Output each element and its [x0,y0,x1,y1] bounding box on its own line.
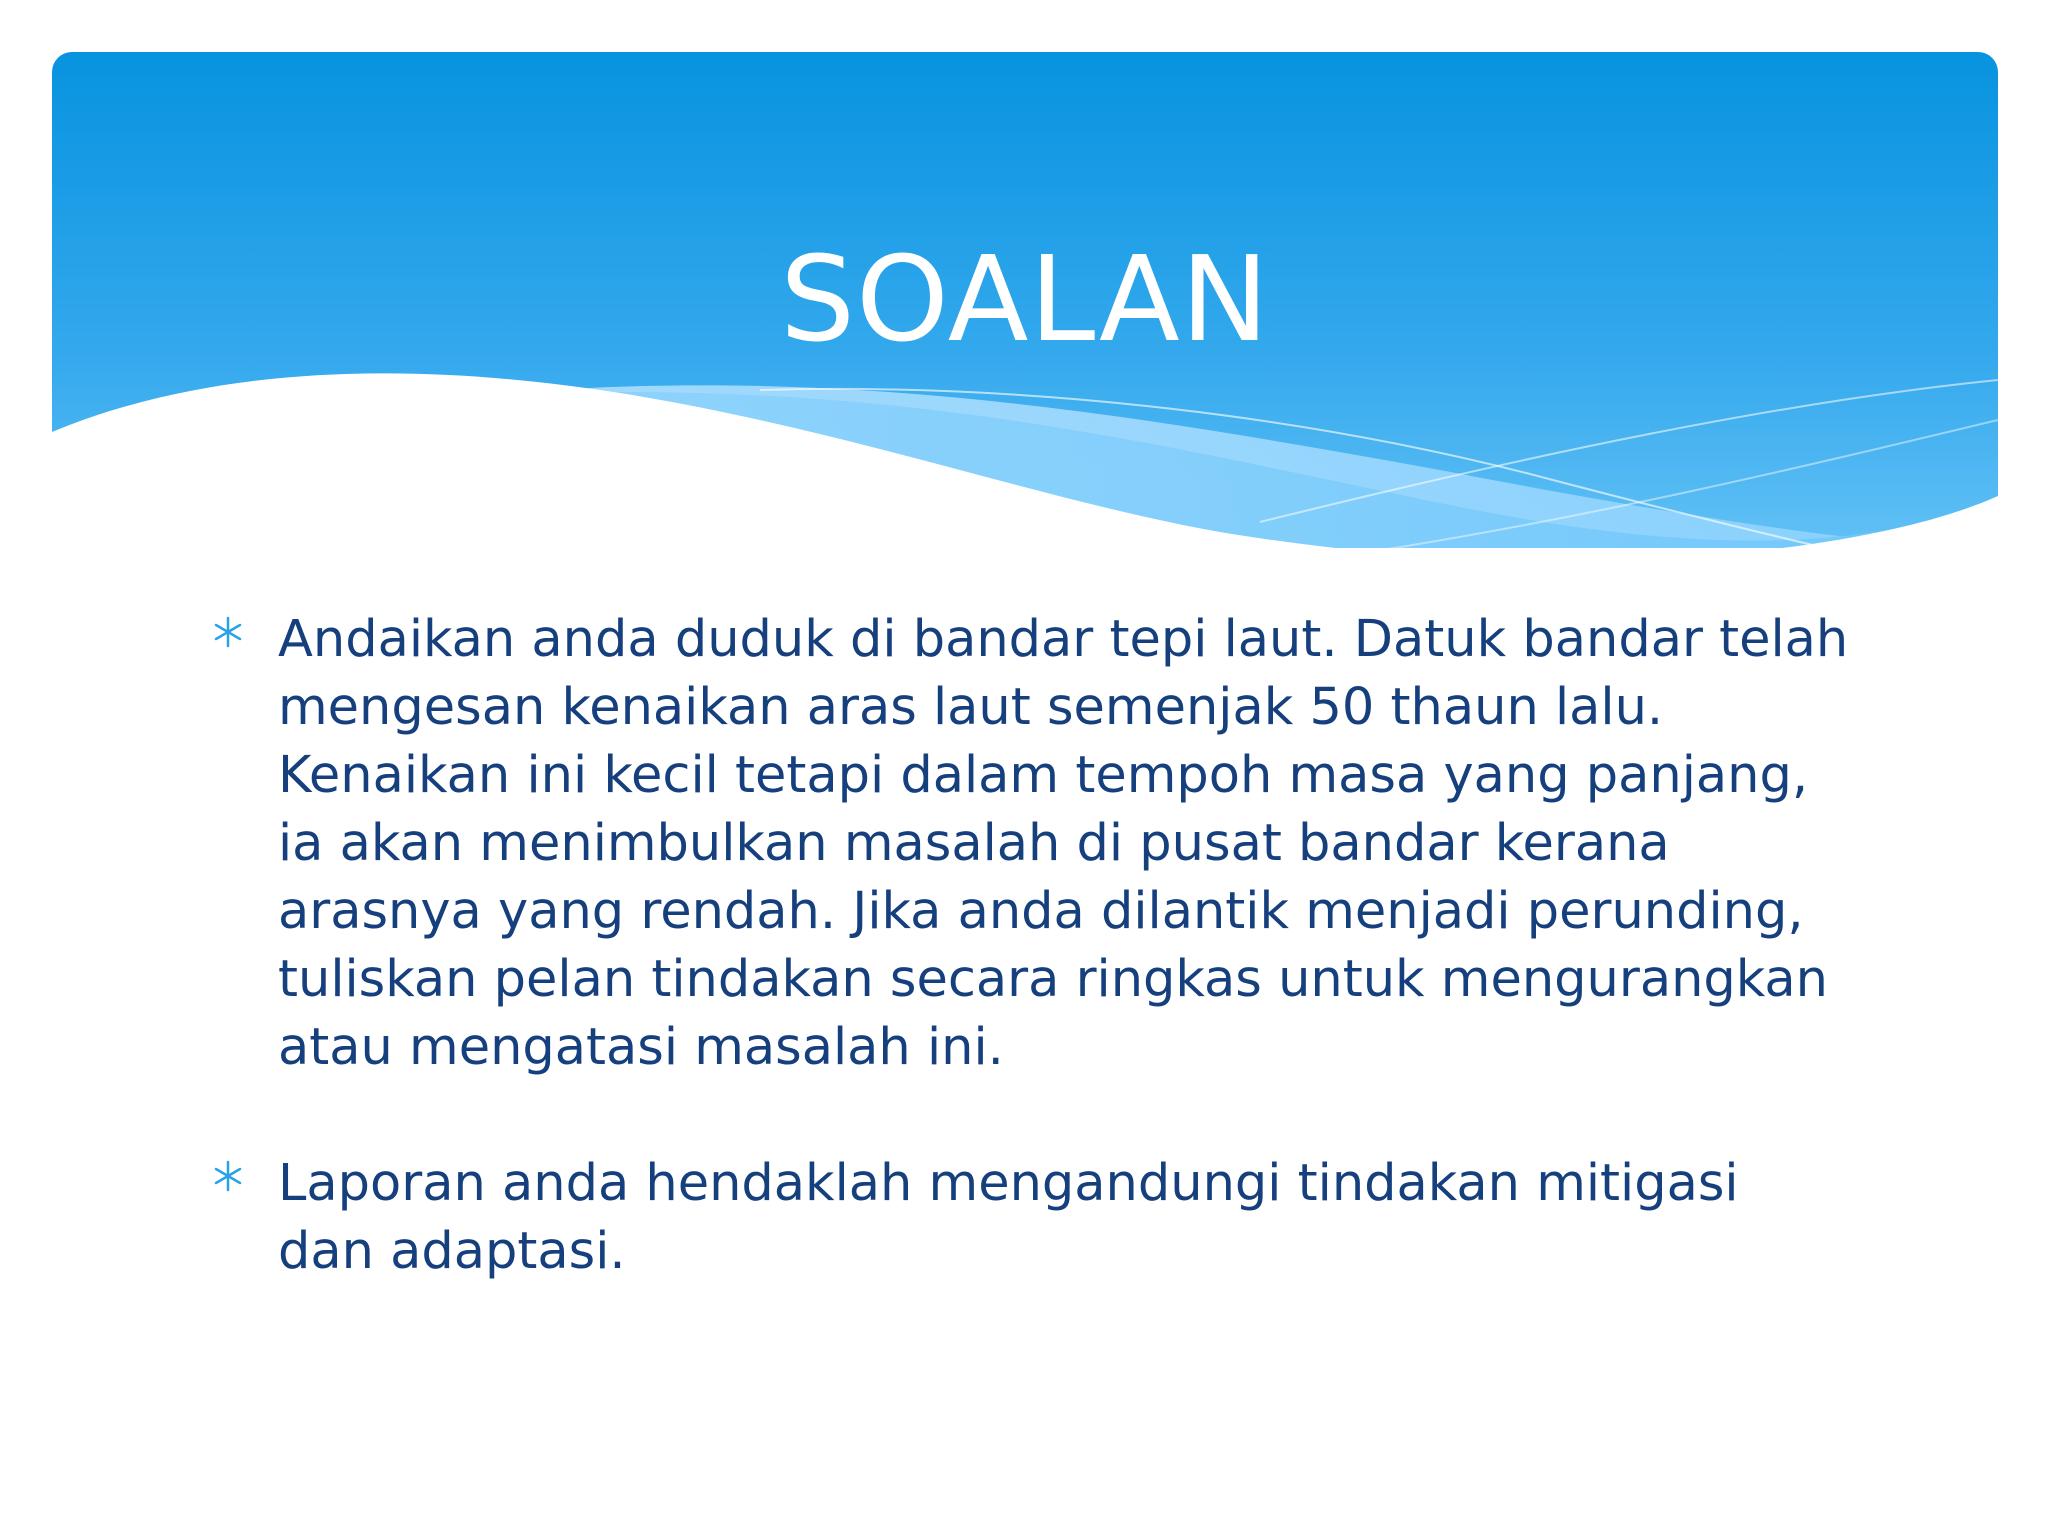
asterisk-bullet-icon [210,614,246,650]
asterisk-bullet-icon [210,1158,246,1194]
bullet-list [210,606,1850,1286]
bullet-item [210,1150,1850,1286]
bullet-item [210,606,1850,1082]
bullet-text: Andaikan anda duduk di bandar tepi laut. Datuk bandar telah mengesan kenaikan aras laut semenjak 50 thaun lalu. Kenaikan ini kecil tetapi dalam tempoh masa yang panjang, ia akan menimbulkan masalah di pusat bandar kerana arasnya yang rendah. Jika anda dilantik menjadi perunding, tuliskan pelan tindakan secara ringkas untuk mengurangkan atau mengatasi masalah ini. [278,610,1849,1077]
bullet-text: Laporan anda hendaklah mengandungi tindakan mitigasi dan adaptasi. [278,1154,1739,1281]
slide-title: SOALAN [780,230,1270,369]
